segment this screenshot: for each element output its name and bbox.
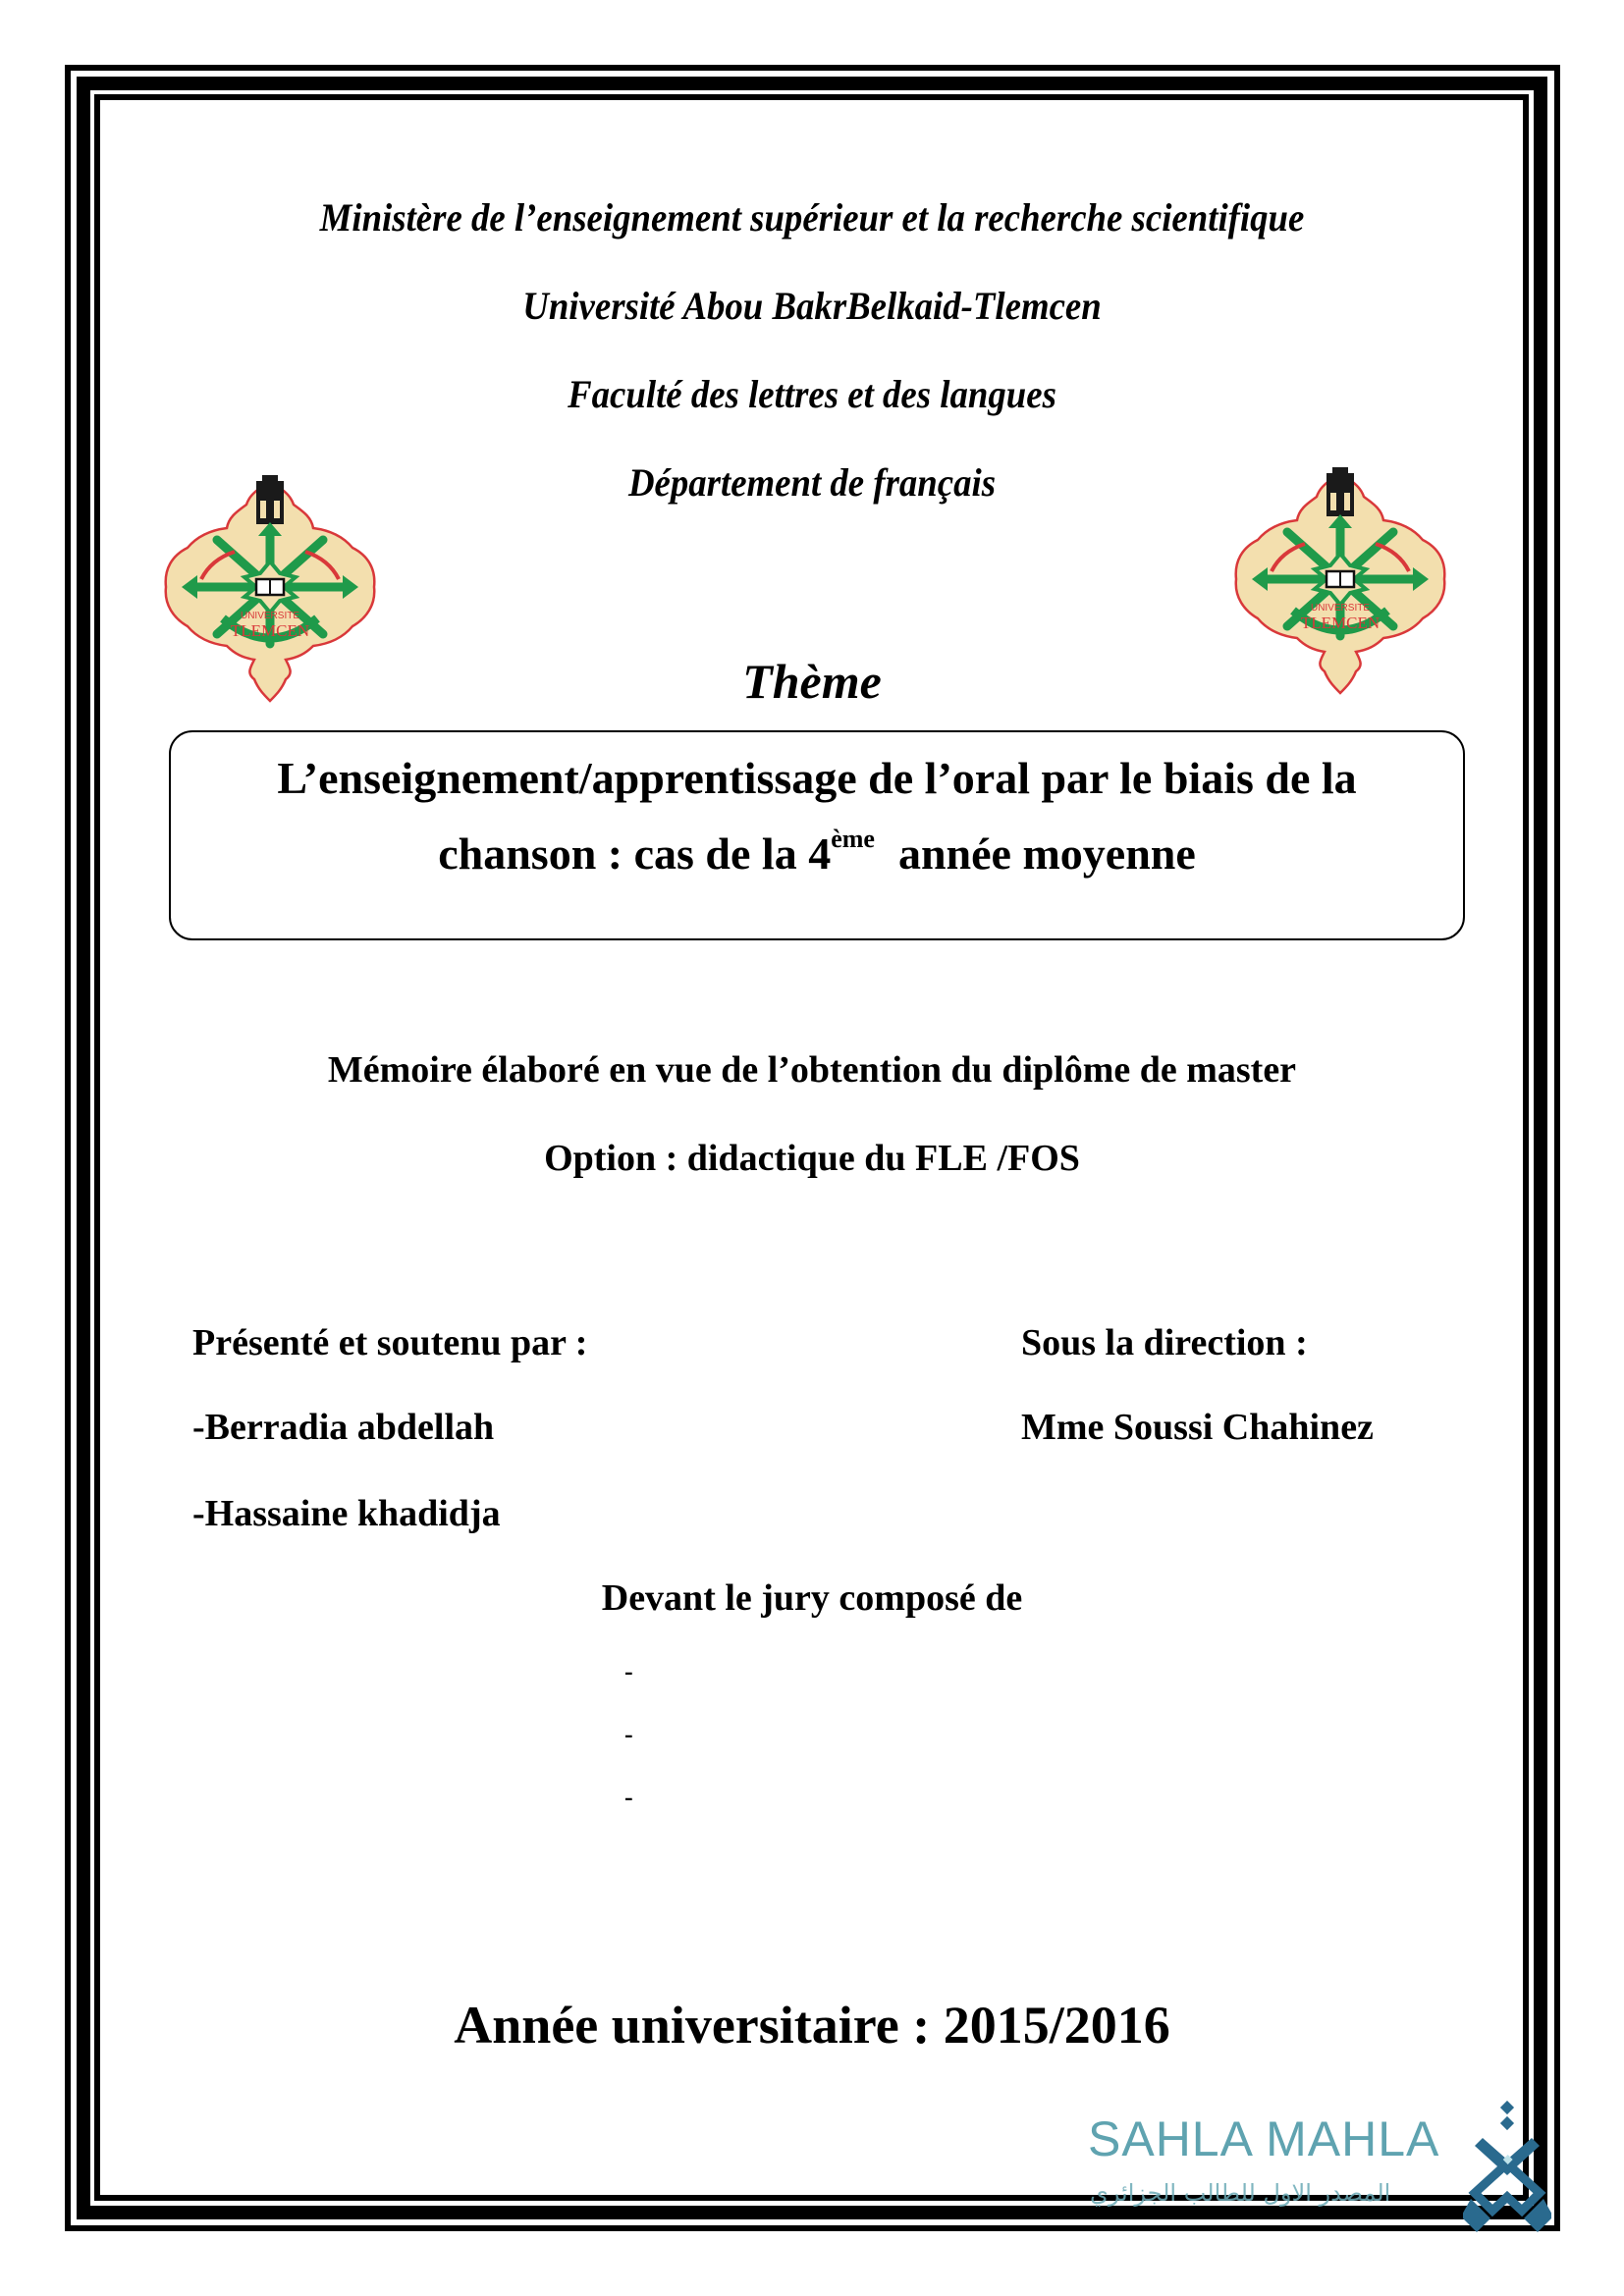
thesis-title-line-2 [171,825,1463,880]
jury-member-placeholder: - [624,1657,633,1685]
jury-label: Devant le jury composé de [601,1577,1023,1619]
jury-member-placeholder: - [624,1720,633,1748]
supervision-label: Sous la direction : [1021,1322,1308,1363]
thesis-title-box [169,730,1465,940]
ordinal-superscript: ème [831,825,875,853]
jury-member-placeholder: - [624,1783,633,1811]
ministry-heading: Ministère de l’enseignement supérieur et la recherche scientifique [319,195,1305,240]
thesis-title-line-2-prefix: chanson : cas de la 4 [438,828,832,879]
option-statement: Option : didactique du FLE /FOS [544,1138,1080,1179]
svg-text:UNIVERSITE: UNIVERSITE [1310,603,1371,614]
academic-year: Année universitaire : 2015/2016 [454,1996,1170,2055]
sahla-mahla-watermark [1088,2110,1559,2238]
sahla-mahla-logo-icon [1463,2101,1551,2238]
presenters-label: Présenté et soutenu par : [192,1322,588,1363]
memoire-statement: Mémoire élaboré en vue de l’obtention du diplôme de master [327,1049,1297,1091]
faculty-heading: Faculté des lettres et des langues [568,372,1056,416]
thesis-title-line-1: L’enseignement/apprentissage de l’oral par le biais de la [277,753,1357,803]
university-heading: Université Abou BakrBelkaid-Tlemcen [522,284,1102,328]
department-heading: Département de français [627,460,997,505]
svg-text:TLEMCEN: TLEMCEN [230,621,310,640]
watermark-brand: SAHLA MAHLA [1088,2111,1440,2166]
presenter-name: -Berradia abdellah [192,1407,495,1448]
supervisor-name: Mme Soussi Chahinez [1021,1407,1374,1448]
svg-text:TLEMCEN: TLEMCEN [1300,614,1380,632]
thesis-title-line-2-suffix: année moyenne [897,828,1196,879]
watermark-tagline: المصدر الاول للطالب الجزائري [1090,2179,1391,2207]
svg-text:UNIVERSITE: UNIVERSITE [240,611,300,621]
presenter-name: -Hassaine khadidja [192,1493,501,1534]
theme-label: Thème [742,654,882,709]
